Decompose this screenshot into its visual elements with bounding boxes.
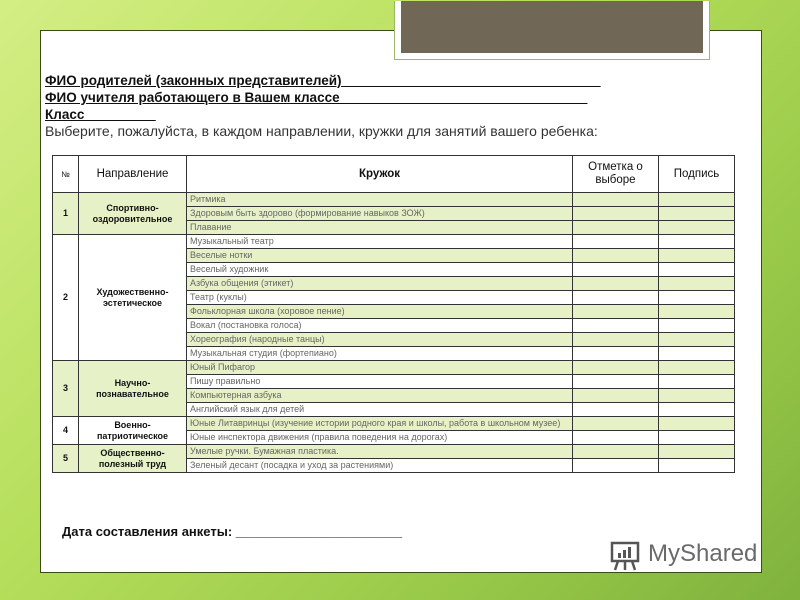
- section-direction: Военно-патриотическое: [79, 417, 187, 445]
- parents-field: ФИО родителей (законных представителей) __________________________________: [45, 73, 601, 88]
- signature-cell[interactable]: [659, 403, 735, 417]
- signature-cell[interactable]: [659, 445, 735, 459]
- choice-cell[interactable]: [573, 235, 659, 249]
- club-name: Пишу правильно: [187, 375, 573, 389]
- form-header: [45, 72, 757, 140]
- choice-cell[interactable]: [573, 431, 659, 445]
- club-name: Юные Литавринцы (изучение истории родного края и школы, работа в школьном музее): [187, 417, 573, 431]
- choice-cell[interactable]: [573, 305, 659, 319]
- choice-cell[interactable]: [573, 193, 659, 207]
- club-name: Здоровым быть здорово (формирование навыков ЗОЖ): [187, 207, 573, 221]
- choice-cell[interactable]: [573, 207, 659, 221]
- table-row: [53, 417, 735, 431]
- choice-cell[interactable]: [573, 375, 659, 389]
- signature-cell[interactable]: [659, 459, 735, 473]
- choice-cell[interactable]: [573, 277, 659, 291]
- section-direction: Художественно-эстетическое: [79, 235, 187, 361]
- club-name: Театр (куклы): [187, 291, 573, 305]
- club-name: Плавание: [187, 221, 573, 235]
- choice-cell[interactable]: [573, 445, 659, 459]
- choice-cell[interactable]: [573, 403, 659, 417]
- signature-cell[interactable]: [659, 207, 735, 221]
- choice-cell[interactable]: [573, 347, 659, 361]
- teacher-field: ФИО учителя работающего в Вашем классе_________________________________: [45, 90, 588, 105]
- choice-cell[interactable]: [573, 417, 659, 431]
- club-name: Умелые ручки. Бумажная пластика.: [187, 445, 573, 459]
- section-direction: Научно-познавательное: [79, 361, 187, 417]
- club-name: Азбука общения (этикет): [187, 277, 573, 291]
- col-choice: Отметка о выборе: [573, 156, 659, 193]
- choice-cell[interactable]: [573, 333, 659, 347]
- club-name: Юные инспектора движения (правила поведения на дорогах): [187, 431, 573, 445]
- section-number: 4: [53, 417, 79, 445]
- signature-cell[interactable]: [659, 389, 735, 403]
- signature-cell[interactable]: [659, 333, 735, 347]
- watermark-text: MyShared: [648, 540, 758, 567]
- club-name: Компьютерная азбука: [187, 389, 573, 403]
- club-name: Музыкальный театр: [187, 235, 573, 249]
- signature-cell[interactable]: [659, 263, 735, 277]
- presentation-icon: [608, 537, 642, 571]
- choice-cell[interactable]: [573, 263, 659, 277]
- club-name: Ритмика: [187, 193, 573, 207]
- instruction-text: Выберите, пожалуйста, в каждом направлении, кружки для занятий вашего ребенка:: [45, 123, 598, 139]
- choice-cell[interactable]: [573, 361, 659, 375]
- signature-cell[interactable]: [659, 305, 735, 319]
- col-club: Кружок: [187, 156, 573, 193]
- table-row: [53, 235, 735, 249]
- col-direction: Направление: [79, 156, 187, 193]
- club-name: Юный Пифагор: [187, 361, 573, 375]
- signature-cell[interactable]: [659, 235, 735, 249]
- signature-cell[interactable]: [659, 361, 735, 375]
- section-direction: Общественно-полезный труд: [79, 445, 187, 473]
- choice-cell[interactable]: [573, 291, 659, 305]
- choice-cell[interactable]: [573, 249, 659, 263]
- club-name: Хореография (народные танцы): [187, 333, 573, 347]
- signature-cell[interactable]: [659, 277, 735, 291]
- section-direction: Спортивно-оздоровительное: [79, 193, 187, 235]
- table-row: [53, 193, 735, 207]
- signature-cell[interactable]: [659, 375, 735, 389]
- watermark-logo: [608, 537, 757, 571]
- signature-cell[interactable]: [659, 249, 735, 263]
- club-name: Музыкальная студия (фортепиано): [187, 347, 573, 361]
- club-name: Английский язык для детей: [187, 403, 573, 417]
- signature-cell[interactable]: [659, 221, 735, 235]
- club-name: Вокал (постановка голоса): [187, 319, 573, 333]
- club-name: Веселые нотки: [187, 249, 573, 263]
- signature-cell[interactable]: [659, 417, 735, 431]
- class-field: Класс _________: [45, 107, 156, 122]
- col-signature: Подпись: [659, 156, 735, 193]
- choice-cell[interactable]: [573, 221, 659, 235]
- section-number: 2: [53, 235, 79, 361]
- section-number: 1: [53, 193, 79, 235]
- club-name: Веселый художник: [187, 263, 573, 277]
- club-name: Зеленый десант (посадка и уход за растениями): [187, 459, 573, 473]
- choice-cell[interactable]: [573, 389, 659, 403]
- section-number: 3: [53, 361, 79, 417]
- signature-cell[interactable]: [659, 193, 735, 207]
- signature-cell[interactable]: [659, 431, 735, 445]
- signature-cell[interactable]: [659, 347, 735, 361]
- decorative-frame: [394, 1, 710, 60]
- table-row: [53, 445, 735, 459]
- table-row: [53, 361, 735, 375]
- choice-cell[interactable]: [573, 319, 659, 333]
- col-number: №: [53, 156, 79, 193]
- section-number: 5: [53, 445, 79, 473]
- date-field: Дата составления анкеты: _______________________: [62, 524, 403, 539]
- signature-cell[interactable]: [659, 291, 735, 305]
- table-header-row: [53, 156, 735, 193]
- clubs-table: [52, 155, 735, 473]
- choice-cell[interactable]: [573, 459, 659, 473]
- club-name: Фольклорная школа (хоровое пение): [187, 305, 573, 319]
- signature-cell[interactable]: [659, 319, 735, 333]
